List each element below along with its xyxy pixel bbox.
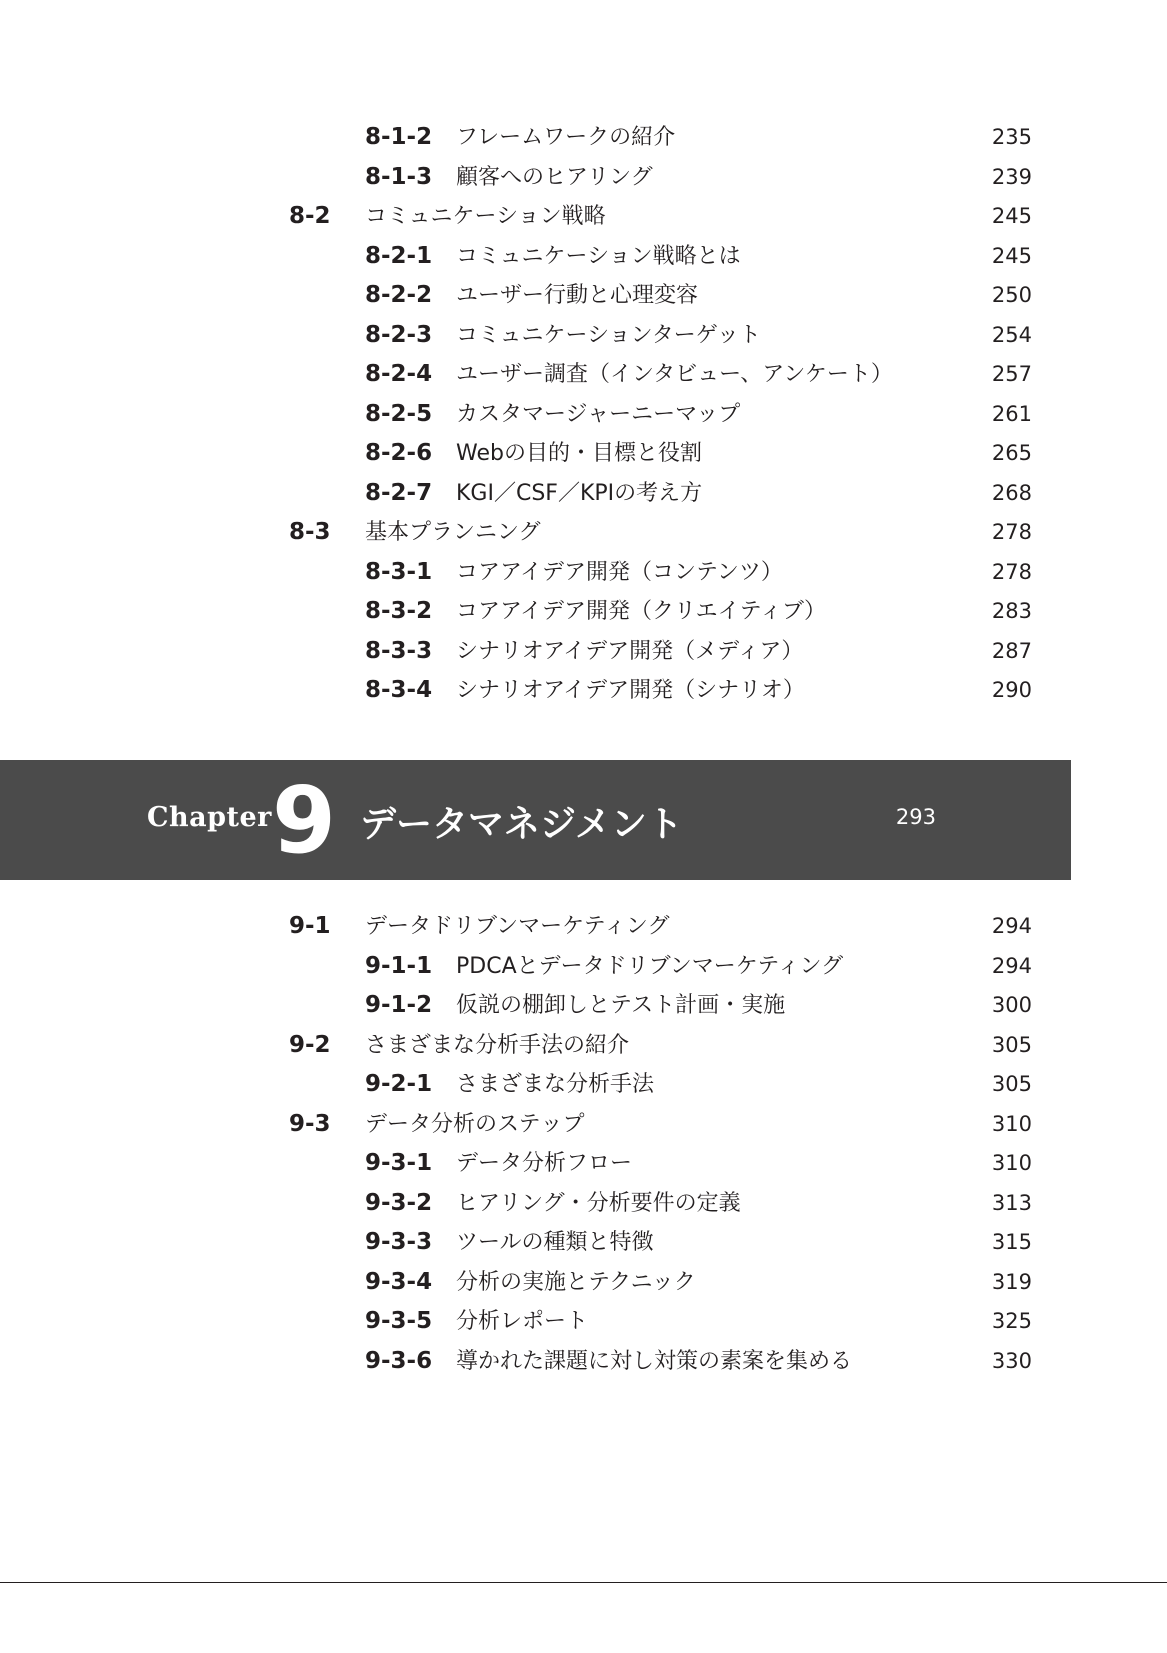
entry-number: 8-3-2 [365, 598, 433, 624]
toc-entry[interactable] [0, 118, 1167, 158]
entry-page: 254 [991, 322, 1032, 347]
entry-page: 261 [991, 401, 1032, 426]
toc-entry[interactable] [0, 592, 1167, 632]
toc-entry[interactable] [0, 434, 1167, 474]
entry-title: Webの目的・目標と役割 [456, 441, 702, 466]
toc-entry[interactable] [0, 947, 1167, 987]
entry-number: 8-2-6 [365, 440, 433, 466]
entry-page: 290 [991, 678, 1032, 702]
entry-page: 250 [991, 283, 1032, 307]
entry-number: 8-3-1 [365, 558, 433, 585]
chapter-title: データマネジメント [360, 804, 683, 845]
chapter-label: Chapter [147, 802, 272, 833]
entry-number: 8-2-3 [365, 321, 433, 348]
toc-entry[interactable] [0, 197, 1167, 237]
entry-number: 9-3-3 [365, 1229, 433, 1255]
entry-number: 9-3-6 [365, 1347, 433, 1374]
entry-page: 294 [991, 914, 1032, 938]
entry-title: ユーザー行動と心理変容 [456, 283, 699, 308]
toc-entry[interactable] [0, 158, 1167, 198]
entry-number: 9-2-1 [365, 1071, 433, 1097]
entry-page: 239 [991, 164, 1032, 189]
entry-page: 325 [991, 1309, 1032, 1333]
entry-page: 283 [991, 599, 1032, 623]
entry-page: 294 [991, 953, 1032, 978]
entry-page: 278 [991, 559, 1032, 584]
toc-entry[interactable] [0, 553, 1167, 593]
entry-title: コミュニケーション戦略 [365, 204, 606, 229]
entry-title: 導かれた課題に対し対策の素案を集める [456, 1348, 853, 1374]
toc-entry[interactable] [0, 1065, 1167, 1105]
entry-title: コミュニケーション戦略とは [456, 243, 741, 269]
entry-title: 仮説の棚卸しとテスト計画・実施 [456, 993, 786, 1018]
toc-entry[interactable] [0, 1144, 1167, 1184]
entry-number: 8-2-2 [365, 282, 433, 308]
toc-entry[interactable] [0, 1263, 1167, 1303]
entry-number: 8-3-3 [365, 637, 433, 664]
entry-number: 9-3-2 [365, 1189, 433, 1216]
entry-page: 235 [991, 125, 1032, 149]
entry-title: ツールの種類と特徴 [456, 1230, 654, 1255]
entry-page: 319 [991, 1269, 1032, 1294]
footer-rule [0, 1582, 1167, 1583]
entry-title: シナリオアイデア開発（メディア） [456, 638, 804, 664]
entry-title: さまざまな分析手法 [456, 1072, 655, 1097]
toc-entry[interactable] [0, 1342, 1167, 1382]
chapter-number: 9 [272, 767, 337, 874]
toc-entry[interactable] [0, 986, 1167, 1026]
toc-entry[interactable] [0, 395, 1167, 435]
entry-page: 245 [991, 204, 1032, 228]
entry-number: 9-1 [289, 913, 331, 939]
toc-entry[interactable] [0, 474, 1167, 514]
entry-title: フレームワークの紹介 [456, 125, 676, 150]
entry-page: 305 [991, 1032, 1032, 1057]
entry-title: カスタマージャーニーマップ [456, 401, 741, 427]
entry-number: 9-1-2 [365, 992, 433, 1018]
toc-entry[interactable] [0, 237, 1167, 277]
toc-entry[interactable] [0, 907, 1167, 947]
entry-number: 8-3-4 [365, 677, 433, 703]
entry-page: 330 [991, 1348, 1032, 1373]
entry-number: 8-2-5 [365, 400, 433, 427]
entry-page: 287 [991, 638, 1032, 663]
entry-number: 8-2-7 [365, 479, 433, 506]
entry-title: コミュニケーションターゲット [456, 322, 761, 348]
toc-top [0, 118, 1167, 711]
entry-title: 分析レポート [456, 1309, 589, 1334]
toc-entry[interactable] [0, 1184, 1167, 1224]
entry-title: さまざまな分析手法の紹介 [365, 1032, 630, 1058]
entry-number: 8-1-3 [365, 163, 433, 190]
entry-page: 257 [991, 362, 1032, 386]
entry-page: 245 [991, 243, 1032, 268]
toc-entry[interactable] [0, 1026, 1167, 1066]
chapter-page: 293 [895, 805, 936, 829]
entry-page: 265 [991, 441, 1032, 465]
entry-title: データ分析のステップ [365, 1111, 585, 1137]
entry-number: 9-3-1 [365, 1150, 433, 1176]
toc-bottom [0, 907, 1167, 1381]
entry-title: シナリオアイデア開発（シナリオ） [456, 678, 805, 703]
toc-entry[interactable] [0, 276, 1167, 316]
toc-entry[interactable] [0, 513, 1167, 553]
entry-number: 9-3 [289, 1110, 331, 1137]
entry-title: データドリブンマーケティング [365, 914, 670, 939]
toc-entry[interactable] [0, 632, 1167, 672]
toc-entry[interactable] [0, 1105, 1167, 1145]
toc-entry[interactable] [0, 355, 1167, 395]
entry-page: 310 [991, 1151, 1032, 1175]
entry-title: 分析の実施とテクニック [456, 1269, 696, 1295]
chapter-header[interactable] [0, 760, 1071, 880]
entry-title: コアアイデア開発（コンテンツ） [456, 559, 783, 585]
entry-title: 基本プランニング [365, 520, 541, 545]
entry-title: 顧客へのヒアリング [456, 164, 653, 190]
entry-page: 313 [991, 1190, 1032, 1215]
entry-number: 8-1-2 [365, 124, 433, 150]
entry-title: コアアイデア開発（クリエイティブ） [456, 599, 827, 624]
entry-title: KGI／CSF／KPIの考え方 [456, 480, 703, 506]
entry-page: 310 [991, 1111, 1032, 1136]
toc-entry[interactable] [0, 671, 1167, 711]
entry-title: PDCAとデータドリブンマーケティング [456, 953, 844, 979]
toc-entry[interactable] [0, 1223, 1167, 1263]
entry-title: ユーザー調査（インタビュー、アンケート） [456, 362, 893, 387]
entry-title: ヒアリング・分析要件の定義 [456, 1190, 741, 1216]
entry-page: 278 [991, 520, 1032, 544]
entry-page: 315 [991, 1230, 1032, 1254]
entry-page: 305 [991, 1072, 1032, 1096]
entry-number: 8-2 [289, 203, 331, 229]
entry-number: 9-1-1 [365, 952, 433, 979]
entry-number: 8-2-4 [365, 361, 433, 387]
entry-page: 300 [991, 993, 1032, 1017]
entry-title: データ分析フロー [456, 1151, 633, 1176]
entry-number: 9-3-5 [365, 1308, 433, 1334]
entry-number: 8-3 [289, 519, 331, 545]
toc-entry[interactable] [0, 316, 1167, 356]
entry-number: 9-3-4 [365, 1268, 433, 1295]
toc-entry[interactable] [0, 1302, 1167, 1342]
entry-number: 8-2-1 [365, 242, 433, 269]
entry-number: 9-2 [289, 1031, 331, 1058]
entry-page: 268 [991, 480, 1032, 505]
